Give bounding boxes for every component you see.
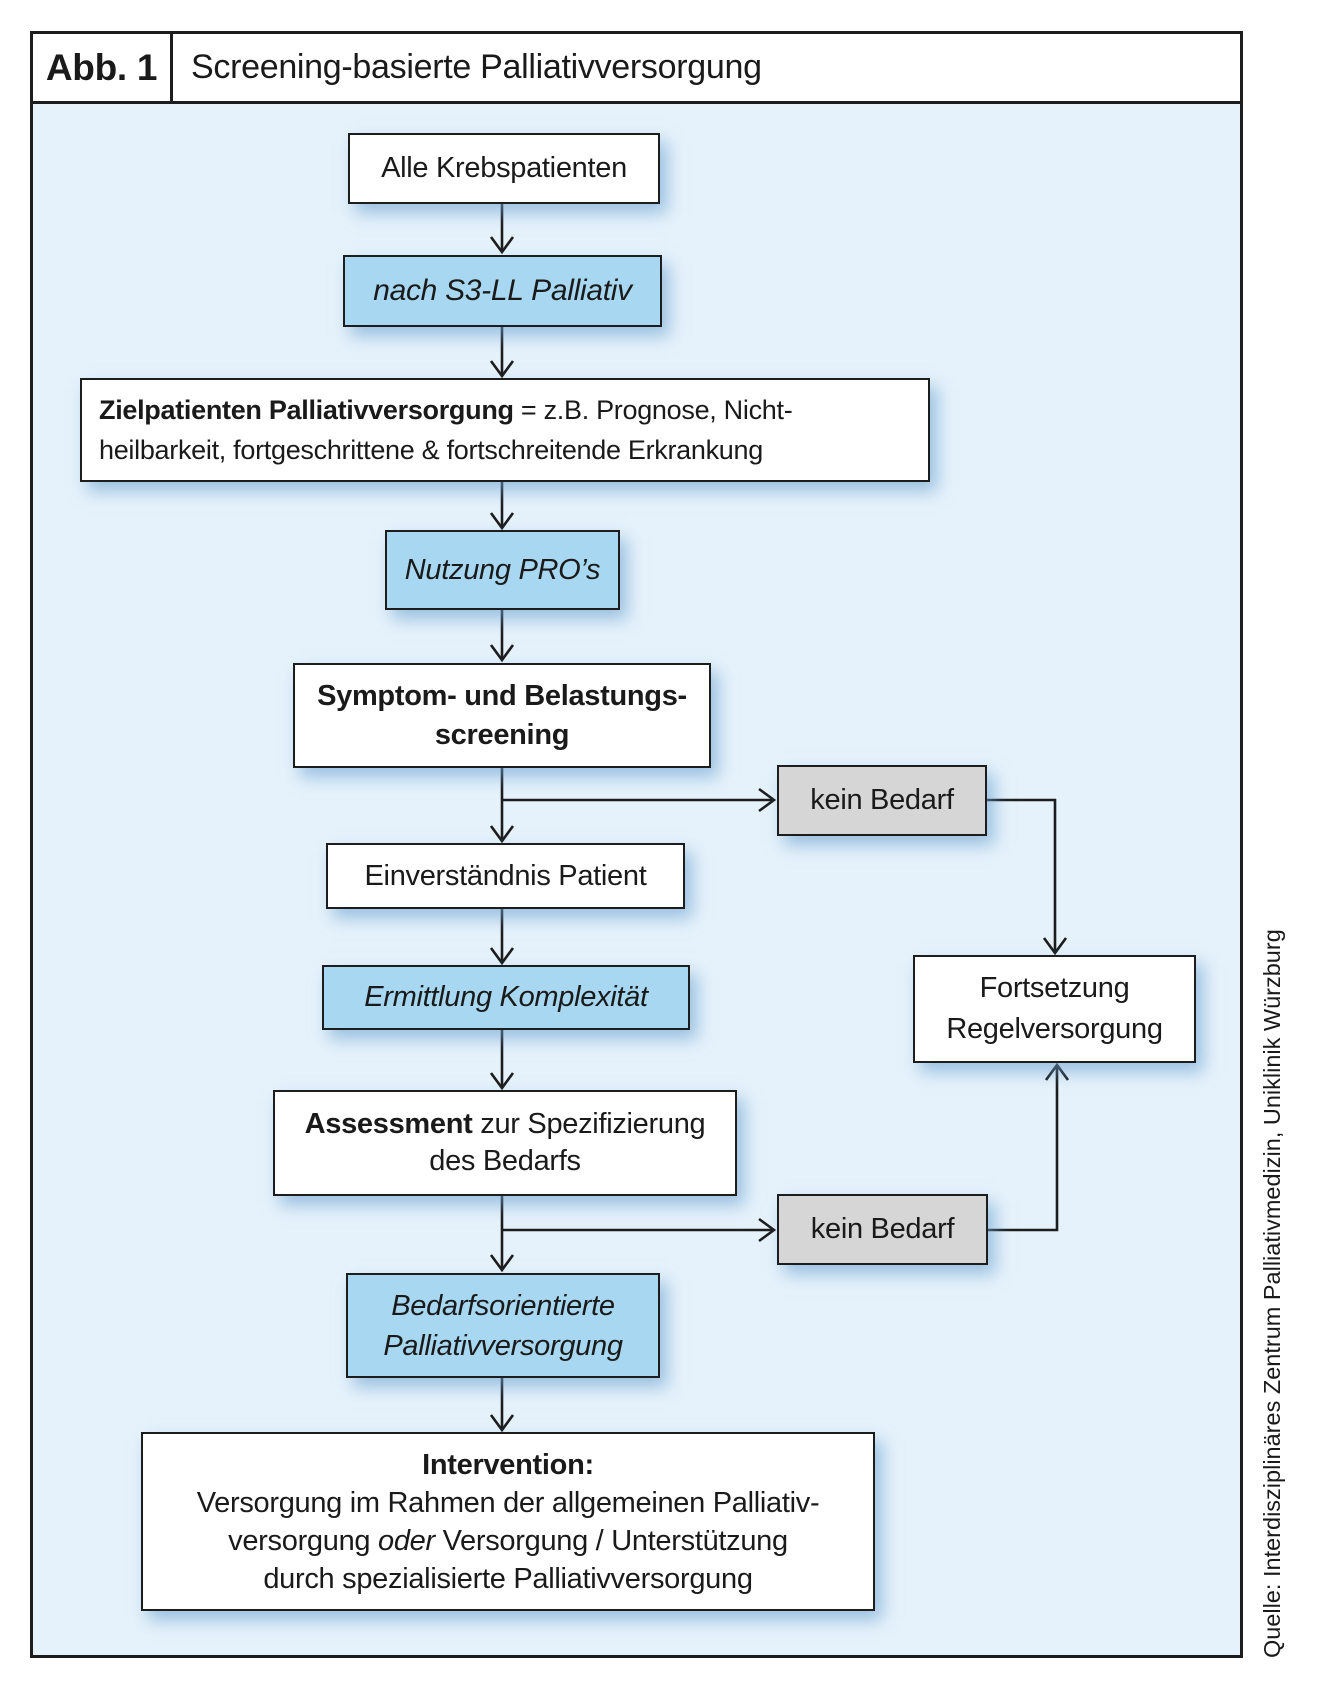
node-zielpatienten-palliativversorgung: [80, 378, 930, 482]
node-label-rest: = z.B. Prognose, Nicht-: [513, 395, 793, 425]
node-label: Ermittlung Komplexität: [364, 981, 648, 1014]
node-line-2: Palliativversorgung: [383, 1329, 623, 1362]
node-line-2: des Bedarfs: [429, 1145, 581, 1177]
node-line-2: screening: [434, 718, 570, 751]
node-bedarfsorientierte-palliativversorgung: [346, 1273, 660, 1378]
node-intervention: [141, 1432, 875, 1611]
node-line-2: Versorgung im Rahmen der allgemeinen Palliativ-: [196, 1486, 820, 1519]
node-line-2: Regelversorgung: [946, 1013, 1163, 1045]
node-label: Einverständnis Patient: [364, 859, 647, 892]
source-note: Quelle: Interdisziplinäres Zentrum Palliativmedizin, Uniklinik Würzburg: [1259, 929, 1285, 1658]
node-line-2: heilbarkeit, fortgeschrittene & fortschreitende Erkrankung: [99, 435, 763, 465]
node-fortsetzung-regelversorgung: [913, 955, 1196, 1063]
node-line-3-italic: oder: [378, 1524, 435, 1557]
node-line-3-post: Versorgung / Unterstützung: [434, 1524, 788, 1557]
node-line-1: [305, 1106, 706, 1143]
node-kein-bedarf-1: [777, 765, 987, 836]
node-symptom-belastungsscreening: [293, 663, 711, 768]
figure-title: Screening-basierte Palliativversorgung: [191, 48, 762, 86]
node-nutzung-pros: [385, 530, 620, 610]
node-label: kein Bedarf: [810, 1213, 955, 1246]
figure-header: [33, 34, 1240, 104]
node-alle-krebspatienten: [348, 133, 660, 204]
node-label-rest: zur Spezifizierung: [472, 1108, 706, 1140]
node-line-1: [99, 390, 792, 430]
node-nach-s3-ll-palliativ: [343, 255, 662, 327]
node-label: nach S3-LL Palliativ: [373, 274, 632, 308]
node-label-bold: Zielpatienten Palliativversorgung: [99, 395, 514, 425]
node-line-4: durch spezialisierte Palliativversorgung: [263, 1562, 753, 1595]
node-label-bold: Assessment: [304, 1108, 473, 1140]
node-label: kein Bedarf: [810, 784, 954, 817]
node-line-1: Symptom- und Belastungs-: [317, 679, 687, 712]
node-label: Alle Krebspatienten: [381, 152, 627, 185]
node-line-3-pre: versorgung: [228, 1524, 378, 1557]
node-line-1: Bedarfsorientierte: [391, 1289, 615, 1322]
node-einverstaendnis-patient: [326, 843, 685, 909]
node-ermittlung-komplexitaet: [322, 965, 690, 1030]
node-line-3: [228, 1522, 788, 1560]
node-label: Nutzung PRO’s: [404, 553, 601, 586]
node-title: Intervention:: [422, 1448, 594, 1481]
node-assessment-spezifizierung: [273, 1090, 737, 1196]
figure-label: Abb. 1: [33, 34, 173, 101]
node-kein-bedarf-2: [777, 1194, 988, 1265]
node-line-1: Fortsetzung: [979, 972, 1130, 1004]
